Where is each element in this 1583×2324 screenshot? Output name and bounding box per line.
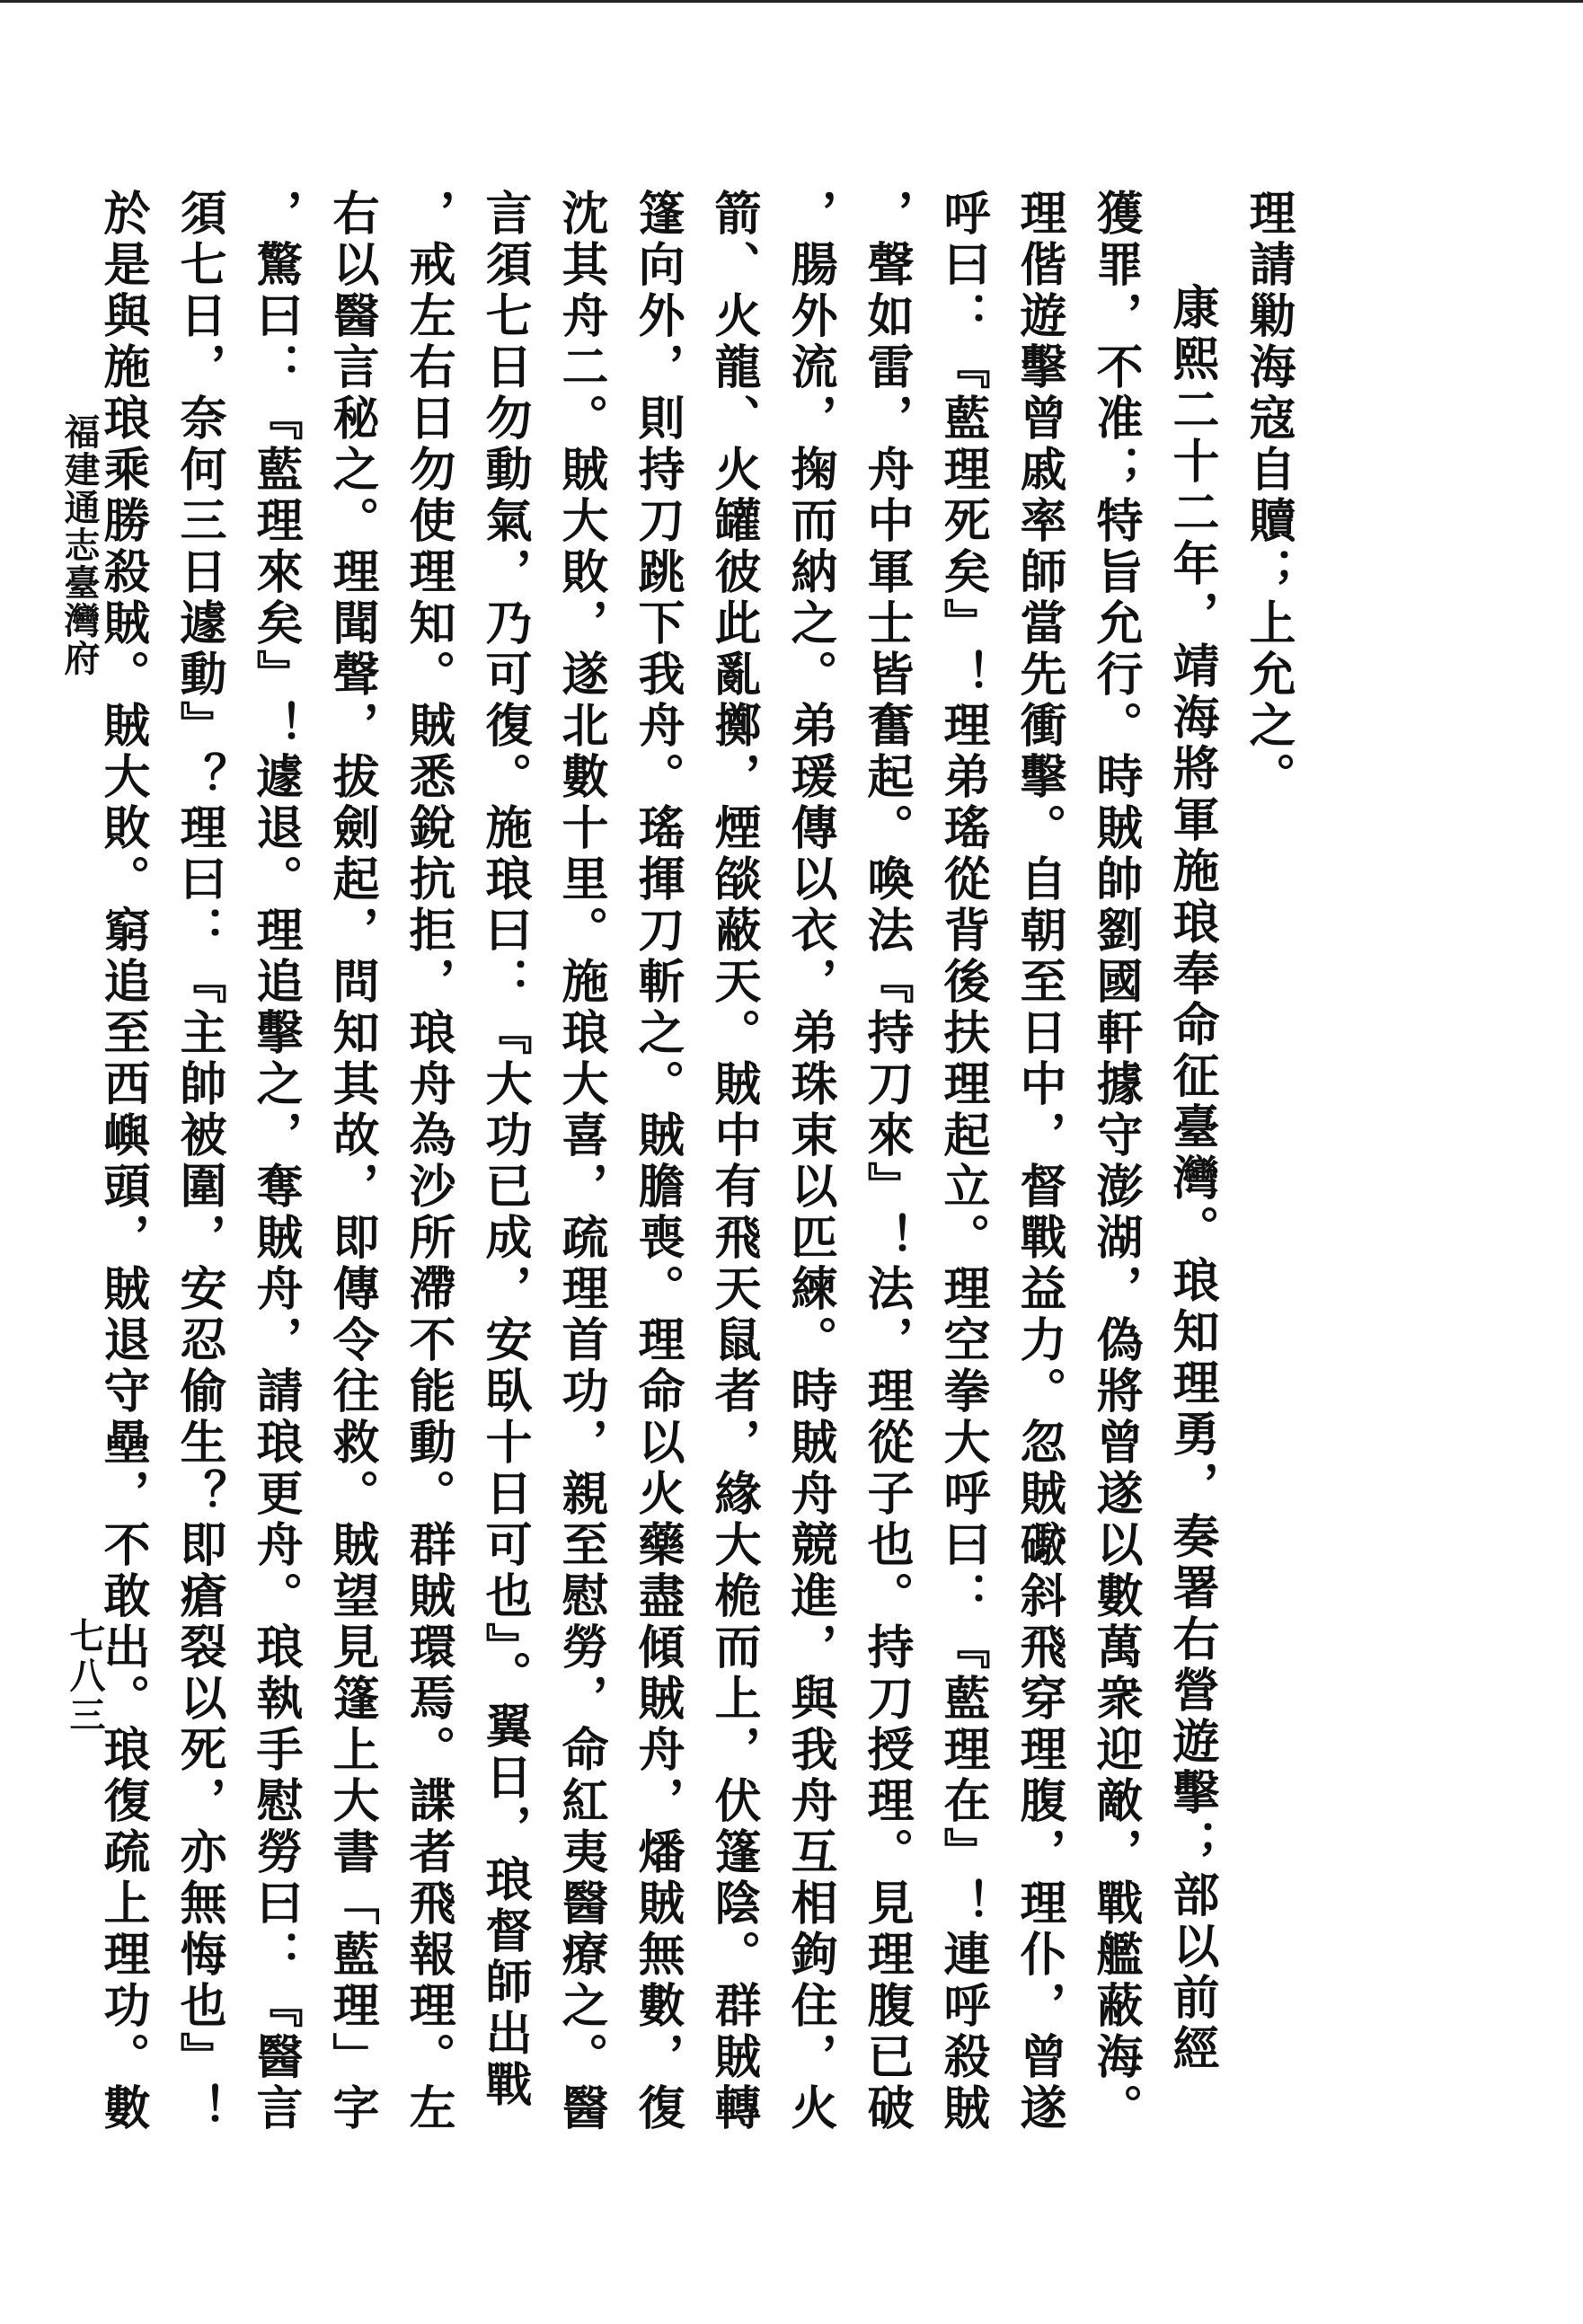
- text-column-3: 獲罪，不准；特旨允行。時賊帥劉國軒據守澎湖，偽將曾遂以數萬衆迎敵，戰艦蔽海。: [1088, 189, 1143, 2134]
- page-number: 七八三: [64, 1617, 106, 1736]
- text-column-1: 理請勦海寇自贖；上允之。: [1241, 189, 1296, 803]
- text-column-9: 篷向外，則持刀跳下我舟。瑤揮刀斬之。賊膽喪。理命以火藥盡傾賊舟，燔賊無數，復: [630, 189, 685, 2134]
- text-column-11: 言須七日勿動氣，乃可復。施琅曰：『大功已成，安臥十日可也』。翼日，琅督師出戰: [477, 189, 532, 2111]
- text-column-13: 右以醫言秘之。理聞聲，拔劍起，問知其故，即傳令往救。賊望見篷上大書「藍理」字: [324, 189, 379, 2134]
- text-column-7: ，腸外流，掬而納之。弟瑗傳以衣，弟珠束以匹練。時賊舟競進，與我舟互相鉤住，火: [783, 189, 837, 2134]
- text-column-16: 於是與施琅乘勝殺賊。賊大敗。窮追至西嶼頭，賊退守壘，不敢出。琅復疏上理功。數: [95, 189, 150, 2134]
- text-column-10: 沈其舟二。賊大敗，遂北數十里。施琅大喜，疏理首功，親至慰勞，命紅夷醫療之。醫: [553, 189, 608, 2134]
- text-column-2: 康熙二十二年，靖海將軍施琅奉命征臺灣。琅知理勇，奏署右營遊擊；部以前經: [1164, 283, 1219, 2075]
- text-column-14: ，驚曰：『藍理來矣』！遽退。理追擊之，奪賊舟，請琅更舟。琅執手慰勞曰：『醫言: [248, 189, 303, 2134]
- text-column-5: 呼曰：『藍理死矣』！理弟瑤從背後扶理起立。理空拳大呼曰：『藍理在』！連呼殺賊: [935, 189, 990, 2134]
- text-column-12: ，戒左右日勿使理知。賊悉銳抗拒，琅舟為沙所滯不能動。群賊環焉。諜者飛報理。左: [401, 189, 455, 2134]
- text-column-6: ，聲如雷，舟中軍士皆奮起。喚法『持刀來』！法，理從子也。持刀授理。見理腹已破: [859, 189, 914, 2134]
- running-title: 福建通志臺灣府: [58, 413, 101, 677]
- text-column-8: 箭、火龍、火罐彼此亂擲，煙燄蔽天。賊中有飛天鼠者，緣大桅而上，伏篷陰。群賊轉: [706, 189, 761, 2134]
- text-column-4: 理偕遊擊曾戚率師當先衝擊。自朝至日中，督戰益力。忽賊礮斜飛穿理腹，理仆，曾遂: [1012, 189, 1066, 2134]
- text-column-15: 須七日，奈何三日遽動』？理曰：『主帥被圍，安忍偷生？即瘡裂以死，亦無悔也』！: [172, 189, 226, 2134]
